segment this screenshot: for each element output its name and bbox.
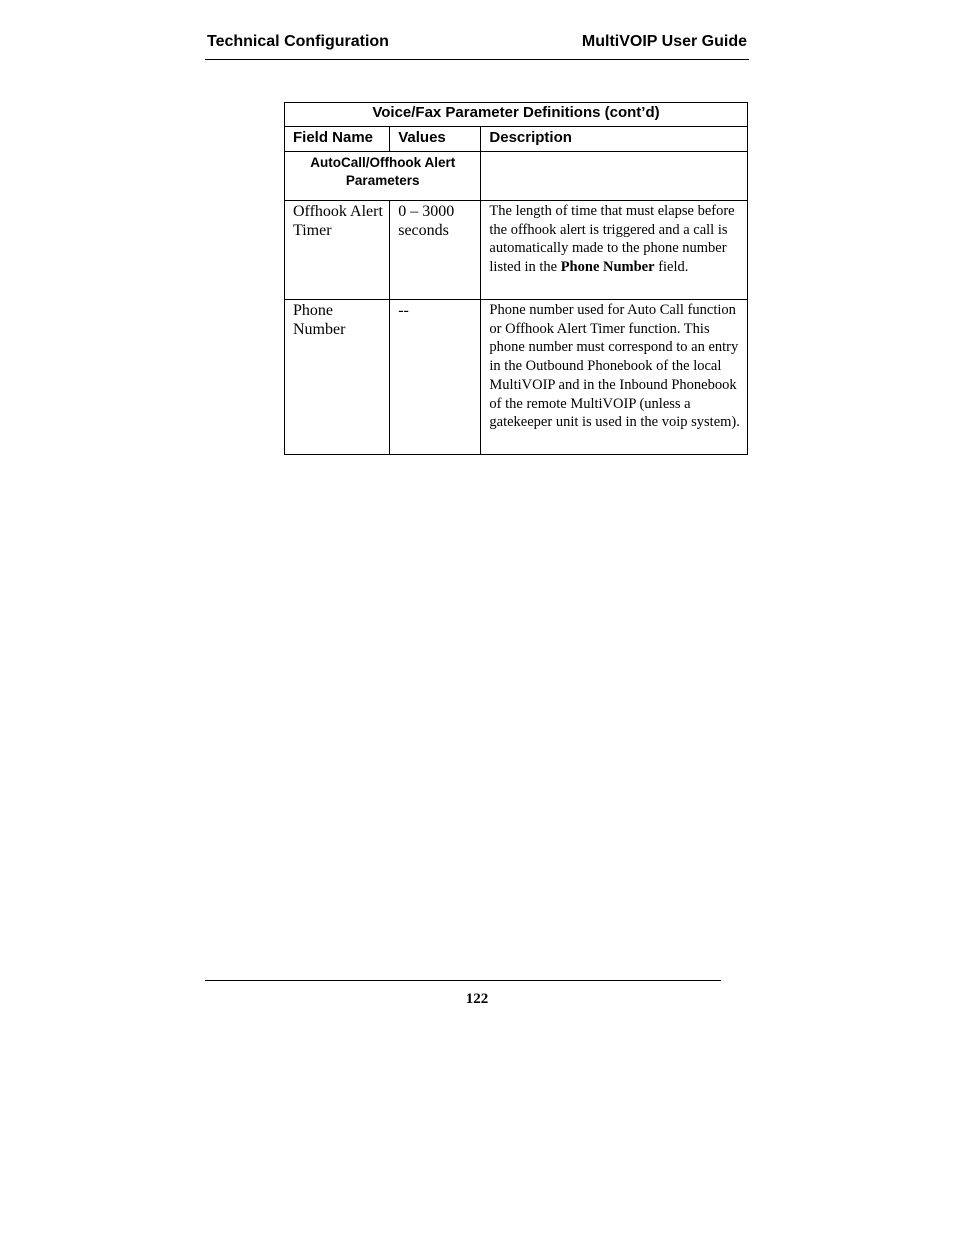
table-title-row — [285, 103, 748, 127]
table-header-row — [285, 127, 748, 152]
header-rule — [205, 59, 749, 60]
description-text-end: field. — [654, 259, 689, 276]
table-row — [285, 300, 748, 455]
footer-rule — [205, 980, 721, 981]
running-header — [207, 33, 747, 53]
field-name-cell: Offhook Alert Timer — [285, 201, 390, 300]
group-empty-cell — [481, 152, 748, 201]
table-title: Voice/Fax Parameter Definitions (cont’d) — [285, 103, 748, 127]
column-header-field-name: Field Name — [285, 127, 390, 152]
header-guide-title: MultiVOIP User Guide — [581, 33, 747, 50]
header-section-title: Technical Configuration — [207, 33, 389, 50]
field-name-cell: Phone Number — [285, 300, 390, 455]
table-row — [285, 201, 748, 300]
description-field-reference: Phone Number — [560, 259, 655, 276]
parameter-definitions-table — [284, 102, 748, 455]
page-number: 122 — [465, 991, 489, 1007]
description-cell — [481, 201, 748, 300]
group-label: AutoCall/Offhook Alert Parameters — [285, 152, 481, 201]
column-header-values: Values — [390, 127, 481, 152]
values-cell: 0 – 3000 seconds — [390, 201, 481, 300]
group-row — [285, 152, 748, 201]
description-text: The length of time that must elapse before the offhook alert is triggered and a call is automatically made to the phone number listed in the — [489, 203, 735, 276]
description-cell: Phone number used for Auto Call function or Offhook Alert Timer function. This phone number must correspond to an entry in the Outbound Phonebook of the local MultiVOIP and in the Inbound Phonebook of the remote MultiVOIP (unless a gatekeeper unit is used in the voip system). — [481, 300, 748, 455]
column-header-description: Description — [481, 127, 748, 152]
values-cell: -- — [390, 300, 481, 455]
